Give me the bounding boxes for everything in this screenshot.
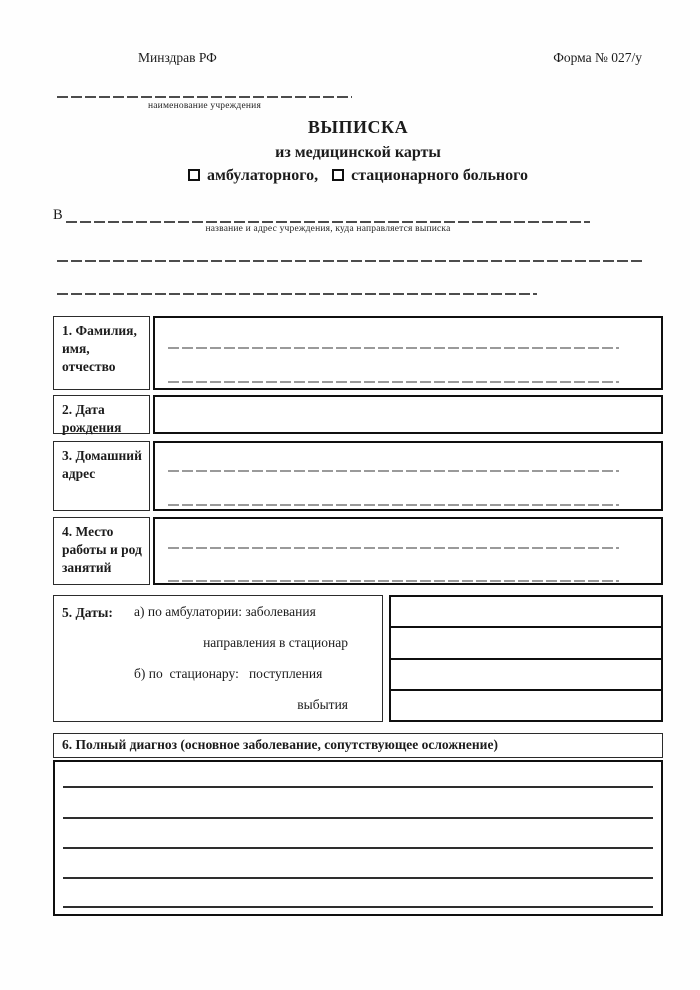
blank-line — [63, 877, 653, 879]
form-subtitle: из медицинской карты — [275, 144, 441, 161]
blank-line — [168, 381, 619, 383]
blank-line — [63, 786, 653, 788]
dates-sublabel-admission: б) по стационару: поступления — [134, 666, 323, 682]
ambulatory-label: амбулаторного, — [207, 167, 319, 184]
blank-line — [168, 470, 619, 472]
dates-value-referral[interactable] — [391, 626, 661, 657]
inpatient-checkbox[interactable] — [332, 169, 344, 181]
addressee-prefix: В — [53, 207, 63, 223]
field-value-birthdate[interactable] — [153, 395, 663, 434]
blank-line — [168, 580, 619, 582]
form-number: Форма № 027/у — [553, 50, 642, 65]
patient-type-line — [53, 167, 663, 185]
ministry-label: Минздрав РФ — [138, 50, 217, 65]
inpatient-label: стационарного больного — [351, 167, 528, 184]
field-value-name[interactable] — [153, 316, 663, 390]
field-value-address[interactable] — [153, 441, 663, 511]
dates-value-admission[interactable] — [391, 658, 661, 689]
institution-caption: наименование учреждения — [147, 101, 262, 111]
blank-line — [168, 347, 619, 349]
field-row-birthdate — [53, 395, 663, 434]
blank-line — [168, 504, 619, 506]
dates-sublabel-illness: а) по амбулатории: заболевания — [134, 603, 316, 619]
field-label-dates: 5. Даты: — [62, 605, 113, 620]
field-label-address: 3. Домашний адрес — [53, 441, 150, 511]
field-row-address — [53, 441, 663, 511]
field-label-workplace: 4. Место работы и род занятий — [53, 517, 150, 585]
field-value-diagnosis[interactable] — [53, 760, 663, 916]
dates-sublabel-referral: направления в стационар — [203, 634, 348, 650]
blank-line — [63, 817, 653, 819]
dates-label-box — [53, 595, 383, 722]
field-label-birthdate: 2. Дата рождения — [53, 395, 150, 434]
dates-value-illness[interactable] — [391, 597, 661, 626]
dates-value-discharge[interactable] — [391, 689, 661, 720]
blank-line — [168, 547, 619, 549]
field-label-name: 1. Фамилия, имя, отчество — [53, 316, 150, 390]
blank-line — [63, 847, 653, 849]
form-title: ВЫПИСКА — [307, 117, 409, 137]
field-row-workplace — [53, 517, 663, 585]
addressee-blank-line-2[interactable] — [57, 260, 645, 262]
addressee-blank[interactable] — [66, 221, 590, 223]
field-label-diagnosis: 6. Полный диагноз (основное заболевание, сопутствующее осложнение) — [53, 733, 663, 758]
institution-name-blank[interactable] — [57, 96, 352, 98]
dates-sublabels — [134, 596, 382, 721]
addressee-caption: название и адрес учреждения, куда направляется выписка — [205, 224, 451, 234]
blank-line — [63, 906, 653, 908]
dates-value-boxes — [389, 595, 663, 722]
addressee-blank-line-3[interactable] — [57, 293, 537, 295]
dates-sublabel-discharge: выбытия — [297, 697, 348, 713]
field-row-dates — [53, 595, 663, 722]
field-row-name — [53, 316, 663, 390]
field-value-workplace[interactable] — [153, 517, 663, 585]
ambulatory-checkbox[interactable] — [188, 169, 200, 181]
